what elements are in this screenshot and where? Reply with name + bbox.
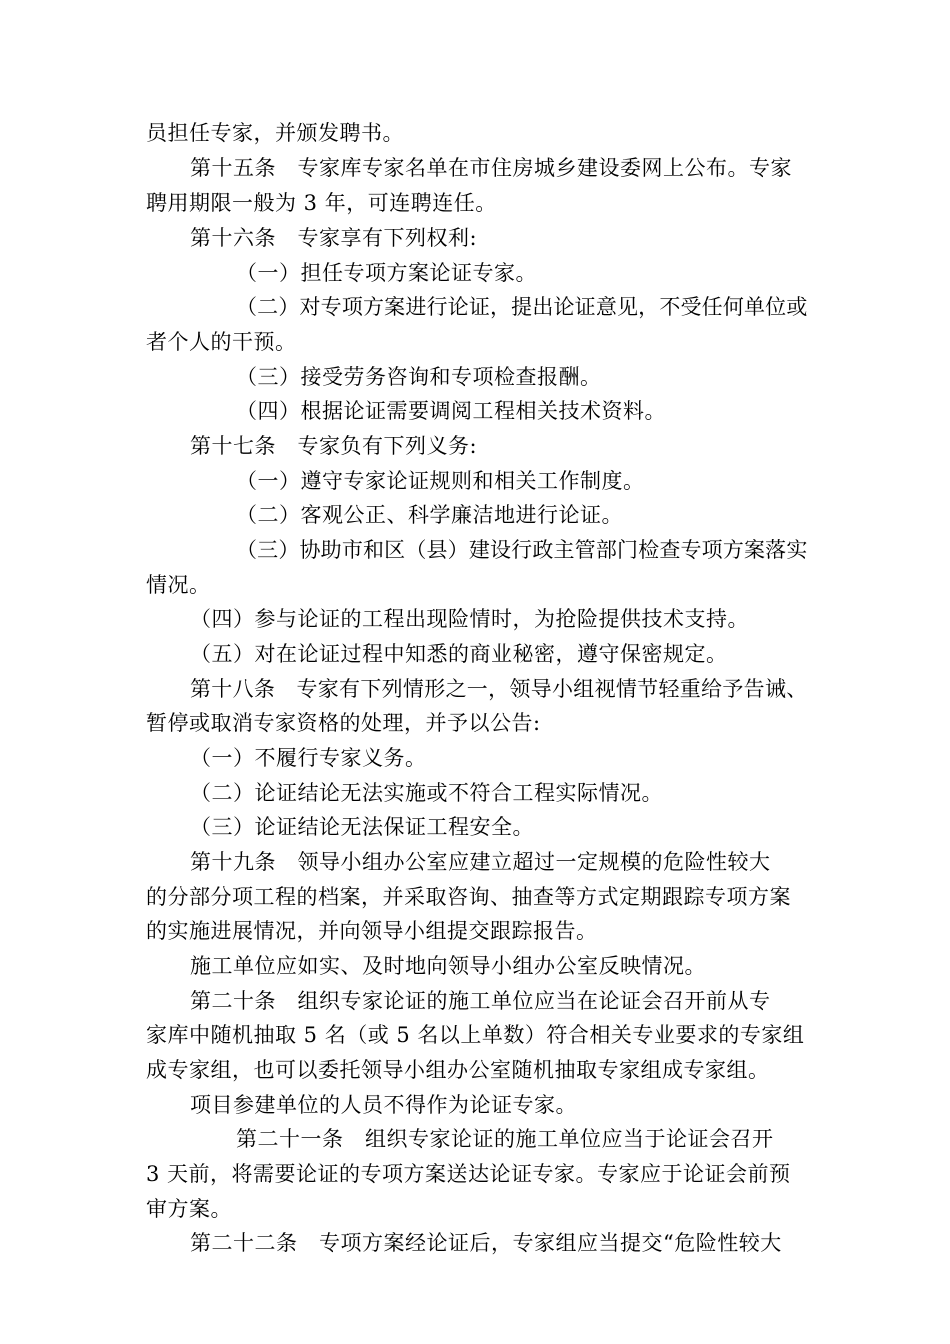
text-line: 第二十条 组织专家论证的施工单位应当在论证会召开前从专 <box>190 989 771 1013</box>
text-line: （三）协助市和区（县）建设行政主管部门检查专项方案落实 <box>236 538 808 562</box>
text-line: （一）不履行专家义务。 <box>190 746 427 770</box>
text-line: 者个人的干预。 <box>146 330 297 354</box>
text-line: 第十六条 专家享有下列权利: <box>190 226 478 250</box>
text-line: 第十五条 专家库专家名单在市住房城乡建设委网上公布。专家 <box>190 156 792 180</box>
text-line: （二）论证结论无法实施或不符合工程实际情况。 <box>190 781 663 805</box>
text-line: 第十九条 领导小组办公室应建立超过一定规模的危险性较大 <box>190 850 771 874</box>
text-line: （五）对在论证过程中知悉的商业秘密，遵守保密规定。 <box>190 642 728 666</box>
text-line: 情况。 <box>146 573 211 597</box>
text-line: 第十七条 专家负有下列义务: <box>190 434 478 458</box>
text-line: 施工单位应如实、及时地向领导小组办公室反映情况。 <box>190 954 706 978</box>
text-line: 的实施进展情况，并向领导小组提交跟踪报告。 <box>146 919 598 943</box>
text-line: 员担任专家，并颁发聘书。 <box>146 121 404 145</box>
text-line: （二）客观公正、科学廉洁地进行论证。 <box>236 503 623 527</box>
text-line: 家库中随机抽取 5 名（或 5 名以上单数）符合相关专业要求的专家组 <box>146 1023 805 1047</box>
text-line: 3 天前，将需要论证的专项方案送达论证专家。专家应于论证会前预 <box>146 1162 791 1186</box>
text-line: 暂停或取消专家资格的处理，并予以公告: <box>146 711 541 735</box>
text-line: （四）根据论证需要调阅工程相关技术资料。 <box>236 399 666 423</box>
text-line: （一）担任专项方案论证专家。 <box>236 261 537 285</box>
text-line: 第二十一条 组织专家论证的施工单位应当于论证会召开 <box>236 1127 774 1151</box>
text-line: 审方案。 <box>146 1197 232 1221</box>
text-line: 聘用期限一般为 3 年，可连聘连任。 <box>146 191 497 215</box>
text-line: （一）遵守专家论证规则和相关工作制度。 <box>236 469 645 493</box>
text-line: 项目参建单位的人员不得作为论证专家。 <box>190 1093 577 1117</box>
text-line: 的分部分项工程的档案，并采取咨询、抽查等方式定期跟踪专项方案 <box>146 885 791 909</box>
text-line: 成专家组，也可以委托领导小组办公室随机抽取专家组成专家组。 <box>146 1058 770 1082</box>
text-line: （三）论证结论无法保证工程安全。 <box>190 815 534 839</box>
text-line: 第二十二条 专项方案经论证后，专家组应当提交“危险性较大 <box>190 1231 782 1255</box>
text-line: （四）参与论证的工程出现险情时，为抢险提供技术支持。 <box>190 607 749 631</box>
text-line: （二）对专项方案进行论证，提出论证意见，不受任何单位或 <box>236 295 808 319</box>
text-line: 第十八条 专家有下列情形之一，领导小组视情节轻重给予告诫、 <box>190 677 808 701</box>
text-line: （三）接受劳务咨询和专项检查报酬。 <box>236 365 602 389</box>
